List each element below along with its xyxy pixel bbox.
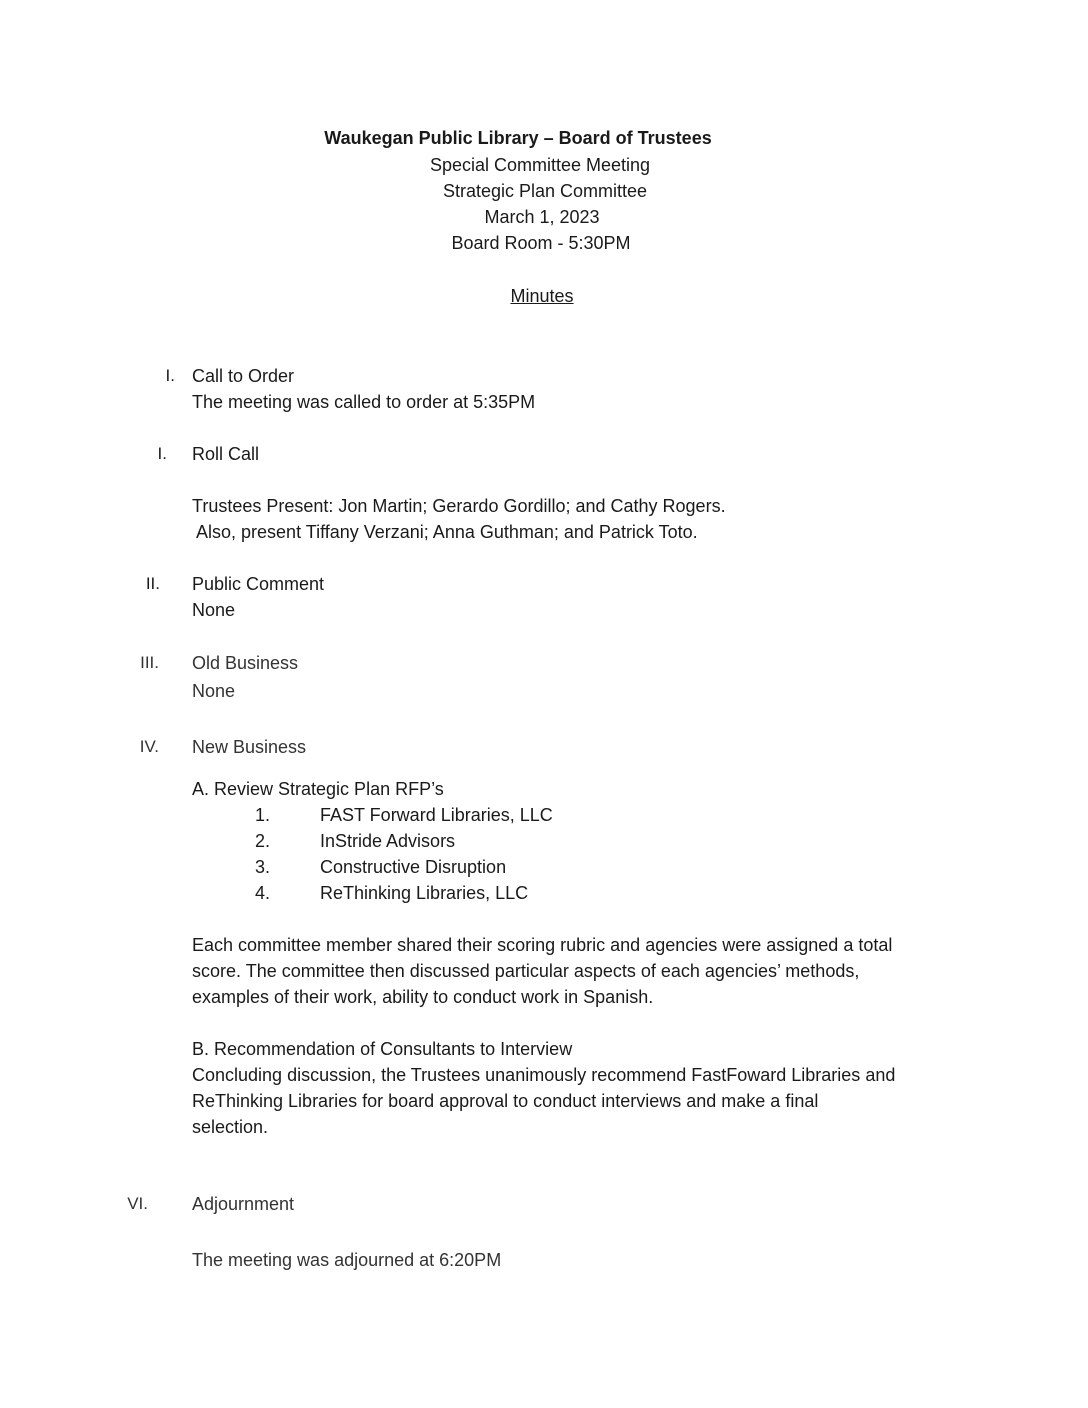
- section-numeral: III.: [140, 653, 159, 672]
- list-item-number: 4.: [255, 883, 271, 903]
- adjournment-text: The meeting was adjourned at 6:20PM: [192, 1250, 502, 1270]
- subsection-title-review-rfps: A. Review Strategic Plan RFP’s: [192, 779, 444, 799]
- review-paragraph-line: score. The committee then discussed particular aspects of each agencies’ methods,: [192, 961, 860, 981]
- section-numeral: II.: [145, 574, 160, 593]
- section-title-call-to-order: Call to Order: [192, 366, 295, 386]
- section-numeral: IV.: [139, 737, 159, 756]
- section-title-roll-call: Roll Call: [192, 444, 260, 464]
- recommendation-paragraph-line: ReThinking Libraries for board approval to conduct interviews and make a final: [192, 1091, 819, 1111]
- trustees-present: Trustees Present: Jon Martin; Gerardo Gordillo; and Cathy Rogers.: [192, 496, 726, 516]
- document-title: Waukegan Public Library – Board of Trustees: [324, 128, 712, 148]
- section-numeral: I.: [157, 444, 167, 463]
- section-numeral: I.: [165, 366, 175, 385]
- recommendation-paragraph-line: selection.: [192, 1117, 269, 1137]
- meeting-date: March 1, 2023: [484, 207, 600, 227]
- list-item-number: 3.: [255, 857, 271, 877]
- call-to-order-text: The meeting was called to order at 5:35PM: [192, 392, 536, 412]
- section-numeral: VI.: [127, 1194, 148, 1213]
- list-item: InStride Advisors: [320, 831, 456, 851]
- recommendation-paragraph-line: Concluding discussion, the Trustees unanimously recommend FastFoward Libraries and: [192, 1065, 896, 1085]
- minutes-heading: Minutes: [510, 286, 574, 306]
- list-item: FAST Forward Libraries, LLC: [320, 805, 553, 825]
- list-item: Constructive Disruption: [320, 857, 507, 877]
- old-business-text: None: [192, 681, 236, 701]
- section-title-adjournment: Adjournment: [192, 1194, 295, 1214]
- list-item-number: 1.: [255, 805, 271, 825]
- list-item-number: 2.: [255, 831, 271, 851]
- list-item: ReThinking Libraries, LLC: [320, 883, 529, 903]
- committee-name: Strategic Plan Committee: [442, 181, 648, 201]
- subsection-title-recommendation: B. Recommendation of Consultants to Interview: [192, 1039, 573, 1059]
- meeting-location-time: Board Room - 5:30PM: [451, 233, 631, 253]
- review-paragraph-line: examples of their work, ability to conduct work in Spanish.: [192, 987, 654, 1007]
- public-comment-text: None: [192, 600, 236, 620]
- review-paragraph-line: Each committee member shared their scoring rubric and agencies were assigned a total: [192, 935, 893, 955]
- section-title-old-business: Old Business: [192, 653, 299, 673]
- section-title-new-business: New Business: [192, 737, 307, 757]
- meeting-type: Special Committee Meeting: [429, 155, 651, 175]
- section-title-public-comment: Public Comment: [192, 574, 325, 594]
- also-present: Also, present Tiffany Verzani; Anna Guthman; and Patrick Toto.: [192, 522, 698, 542]
